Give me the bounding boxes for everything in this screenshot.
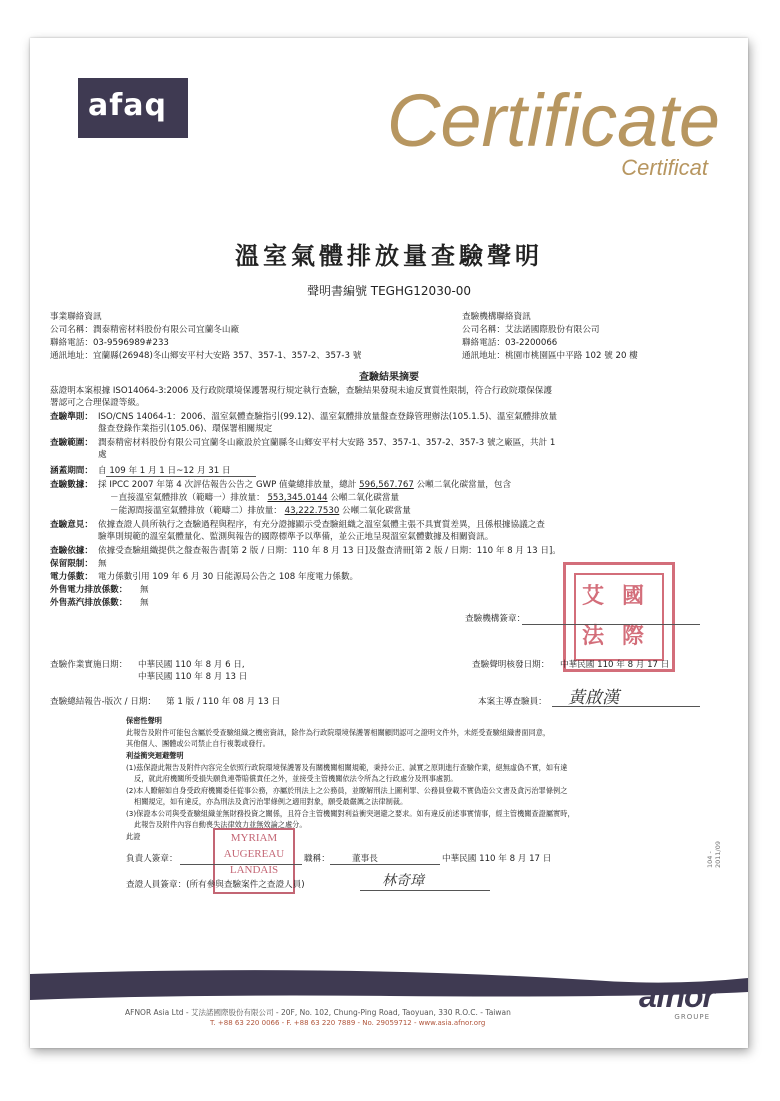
work-date-1: 中華民國 110 年 8 月 6 日, bbox=[138, 660, 245, 670]
verifier-name: 公司名稱：艾法諾國際股份有限公司 bbox=[462, 325, 600, 335]
confidential-line-2: 其他個人、團體或公司禁止自行複製或發行。 bbox=[126, 739, 270, 748]
report-version-value: 第 1 版 / 110 年 08 月 13 日 bbox=[166, 697, 281, 707]
statement-title: 溫室氣體排放量查驗聲明 bbox=[235, 241, 543, 270]
work-date-2: 中華民國 110 年 8 月 13 日 bbox=[138, 672, 248, 682]
basis-value: 依據受查驗組織提供之盤查報告書[第 2 版 / 日期：110 年 8 月 13 日]及盤查清冊[第 2 版 / 日期：110 年 8 月 13 日]。 bbox=[98, 546, 561, 556]
scope1-pre: －直接溫室氣體排放（範疇一）排放量： bbox=[110, 493, 265, 503]
scope1-emissions bbox=[110, 492, 399, 504]
confidential-line-1: 此報告及附件可能包含屬於受查驗組織之機密資訊，除作為行政院環境保護署相關顧問認可之證明文件外，未經受查驗組織書面同意， bbox=[126, 728, 551, 737]
issue-date-label: 查驗聲明核發日期： bbox=[472, 660, 550, 670]
data-total: 596,567.767 bbox=[359, 480, 414, 490]
scope-line-2: 處 bbox=[98, 450, 107, 460]
scope2-post: 公噸二氧化碳當量 bbox=[342, 506, 411, 516]
verifier-sign-label: 查驗機構簽章： bbox=[465, 614, 526, 624]
notes-end: 此證 bbox=[126, 832, 141, 841]
opinion-label: 查驗意見： bbox=[50, 520, 93, 530]
company-seal-stamp: 艾 國 法 際 bbox=[563, 562, 675, 672]
period-underline bbox=[106, 476, 256, 477]
external-steam-value: 無 bbox=[140, 598, 149, 608]
org-name: 公司名稱：潤泰精密材料股份有限公司宜蘭冬山廠 bbox=[50, 325, 240, 335]
lead-verifier-label: 本案主導查驗員： bbox=[478, 697, 547, 707]
power-factor-value: 電力係數引用 109 年 6 月 30 日能源局公告之 108 年度電力係數。 bbox=[98, 572, 359, 582]
period-value: 自 109 年 1 月 1 日~12 月 31 日 bbox=[98, 466, 231, 476]
criteria-line-2: 盤查登錄作業指引(105.06)、環保署相關規定 bbox=[98, 424, 273, 434]
responsible-person-line bbox=[180, 864, 302, 865]
limit-label: 保留限制： bbox=[50, 559, 93, 569]
certificate-title: Certificate bbox=[386, 79, 720, 162]
responsible-person-label: 負責人簽章： bbox=[126, 854, 178, 864]
data-label: 查驗數據： bbox=[50, 480, 93, 490]
conflict-1b: 反，就此府機關所受損失願負連帶賠償責任之外，並接受主管機關依法令所為之行政處分及刑事處罰。 bbox=[134, 774, 458, 783]
report-version-label: 查驗總結報告-版次 / 日期： bbox=[50, 697, 156, 707]
lead-verifier-signature: 黃啟漢 bbox=[568, 688, 619, 708]
verifier-phone: 聯絡電話：03-2200066 bbox=[462, 338, 558, 348]
sign-date: 中華民國 110 年 8 月 17 日 bbox=[442, 854, 552, 864]
opinion-line-2: 驗準則規範的溫室氣體量化、監測與報告的國際標準予以準備，並公正地呈現溫室氣體數據及相關資訊。 bbox=[98, 532, 494, 542]
conflict-heading: 利益衝突迴避聲明 bbox=[126, 751, 184, 760]
conflict-2b: 相關規定，如有違反，亦為刑法及貪污治罪條例之適用對象，願受最嚴厲之法律制裁。 bbox=[134, 797, 408, 806]
period-label: 涵蓋期間： bbox=[50, 466, 93, 476]
certificate-number: 聲明書編號 TEGHG12030-00 bbox=[306, 284, 472, 298]
afnor-logo: afnor bbox=[639, 978, 714, 1014]
criteria-line-1: ISO/CNS 14064-1：2006、溫室氣體查驗指引(99.12)、溫室氣體排放量盤查登錄管理辦法(105.1.5)、溫室氣體排放量 bbox=[98, 412, 558, 422]
verifier-person-signature: 林奇璋 bbox=[382, 873, 424, 889]
confidential-heading: 保密性聲明 bbox=[126, 716, 162, 725]
work-dates-label: 查驗作業實施日期： bbox=[50, 660, 128, 670]
form-number: 104 - 2011/09 bbox=[706, 840, 722, 868]
verifier-address: 通訊地址：桃園市桃園區中平路 102 號 20 樓 bbox=[462, 351, 638, 361]
data-pre: 採 IPCC 2007 年第 4 次評估報告公告之 GWP 值彙總排放量，總計 bbox=[98, 480, 357, 490]
verifier-person-label: 查證人員簽章：(所有參與查驗案件之查證人員) bbox=[126, 880, 305, 890]
data-post: 公噸二氧化碳當量，包含 bbox=[416, 480, 512, 490]
external-steam-label: 外售蒸汽排放係數： bbox=[50, 598, 128, 608]
footer-contact: T. +88 63 220 0066 - F. +88 63 220 7889 - No. 29059712 - www.asia.afnor.org bbox=[210, 1019, 486, 1027]
scope-line-1: 潤泰精密材料股份有限公司宜蘭冬山廠設於宜蘭縣冬山鄉安平村大安路 357、357-1、357-2、357-3 號之廠區，共計 1 bbox=[98, 438, 556, 448]
job-title-line bbox=[330, 864, 440, 865]
org-heading: 事業聯絡資訊 bbox=[50, 312, 102, 322]
verifier-person-line bbox=[360, 890, 490, 891]
issue-date-value: 中華民國 110 年 8 月 17 日 bbox=[560, 660, 670, 670]
afaq-logo bbox=[78, 78, 188, 138]
limit-value: 無 bbox=[98, 559, 107, 569]
conflict-1a: (1)茲保證此報告及附件內容完全依照行政院環境保護署及有關機關相關規範，秉持公正、誠實之原則進行查驗作業，絕無虛偽不實，如有違 bbox=[126, 763, 568, 772]
external-power-value: 無 bbox=[140, 585, 149, 595]
summary-heading: 查驗結果摘要 bbox=[359, 372, 419, 383]
external-power-label: 外售電力排放係數： bbox=[50, 585, 128, 595]
footer-address: AFNOR Asia Ltd - 艾法諾國際股份有限公司 - 20F, No. 102, Chung-Ping Road, Taoyuan, 330 R.O.C. - Taiwan bbox=[125, 1008, 511, 1017]
verifier-sign-line bbox=[522, 624, 700, 625]
org-phone: 聯絡電話：03-9596989#233 bbox=[50, 338, 169, 348]
summary-intro-1: 茲證明本案根據 ISO14064-3:2006 及行政院環境保護署現行規定執行查驗，查驗結果發現未逾反實質性限制，符合行政院環保保護 bbox=[50, 386, 552, 396]
scope1-post: 公噸二氧化碳當量 bbox=[330, 493, 400, 503]
job-title-value: 董事長 bbox=[352, 854, 378, 864]
org-address: 通訊地址：宜蘭縣(26948)冬山鄉安平村大安路 357、357-1、357-2、357-3 號 bbox=[50, 351, 362, 361]
scope2-value: 43,222.7530 bbox=[284, 506, 340, 516]
certificate-page bbox=[30, 38, 748, 1048]
conflict-3b: 此報告及附件內容自動喪失法律效力並無效論之處分。 bbox=[134, 820, 307, 829]
scope-label: 查驗範圍： bbox=[50, 438, 93, 448]
basis-label: 查驗依據： bbox=[50, 546, 93, 556]
criteria-label: 查驗準則： bbox=[50, 412, 93, 422]
afnor-group-text: GROUPE bbox=[674, 1013, 710, 1021]
opinion-line-1: 依據查證人員所執行之查驗過程與程序，有充分證據顯示受查驗組織之溫室氣體主張不具實質差異，且係根據協議之查 bbox=[98, 520, 545, 530]
verifier-heading: 查驗機構聯絡資訊 bbox=[462, 312, 531, 322]
certificate-subtitle: Certificat bbox=[621, 155, 708, 180]
scope2-emissions bbox=[110, 505, 411, 517]
conflict-3a: (3)保證本公司與受查驗組織並無財務投資之關係，且符合主管機關對利益衝突迴避之要求。如有違反前述事實情事，經主管機關查證屬實時， bbox=[126, 809, 575, 818]
job-title-label: 職稱： bbox=[304, 854, 330, 864]
name-stamp-text: MYRIAM AUGEREAU LANDAIS bbox=[223, 832, 285, 876]
power-factor-label: 電力係數： bbox=[50, 572, 93, 582]
scope2-pre: －能源間接溫室氣體排放（範疇二）排放量： bbox=[110, 506, 282, 516]
afaq-logo-text: afaq bbox=[88, 88, 168, 123]
summary-intro-2: 署認可之合理保證等級。 bbox=[50, 398, 145, 408]
scope1-value: 553,345.0144 bbox=[267, 493, 328, 503]
conflict-2a: (2)本人瞭解如自身受政府機關委任從事公務，亦屬於刑法上之公務員，並瞭解刑法上圖利罪、公務員登載不實偽造公文書及貪污治罪條例之 bbox=[126, 786, 568, 795]
data-intro bbox=[98, 479, 511, 491]
